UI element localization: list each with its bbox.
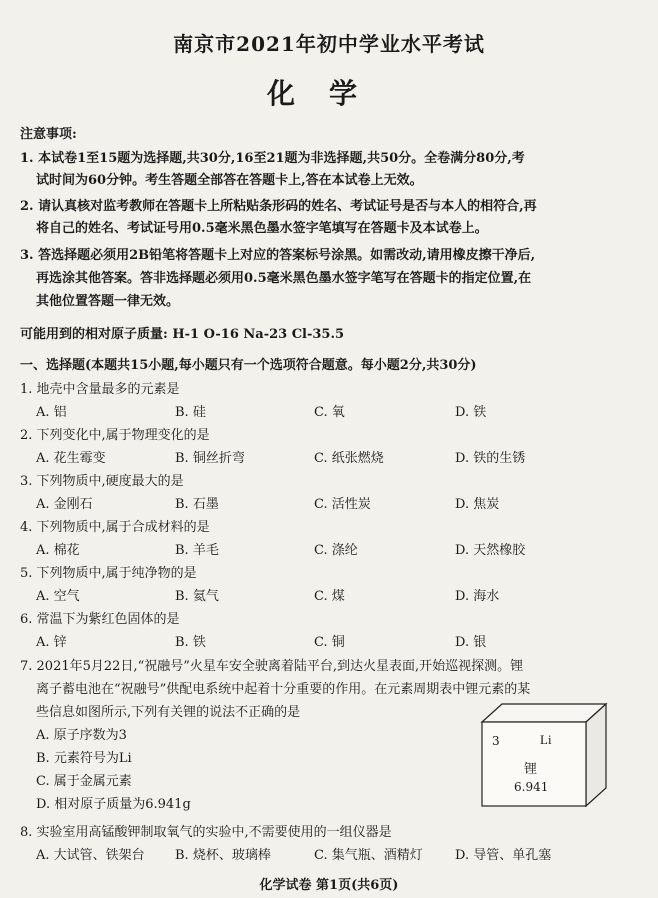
atomic-mass: 6.941 [514,780,549,794]
question-5-option-b: B. 氦气 [175,589,219,604]
question-6-option-d: D. 银 [455,635,487,650]
notice-3-line-2: 再选涂其他答案。答非选择题必须用0.5毫米黑色墨水签字笔写在答题卡的指定位置,在 [36,271,532,286]
subject-title: 化学 [266,77,391,110]
notice-2-line-2: 将自己的姓名、考试证号用0.5毫米黑色墨水签字笔填写在答题卡及本试卷上。 [36,221,488,236]
question-5-option-c: C. 煤 [314,589,345,604]
question-2-option-c: C. 纸张燃烧 [314,451,384,466]
notice-3-line-1: 3. 答选择题必须用2B铅笔将答题卡上对应的答案标号涂黑。如需改动,请用橡皮擦干净后, [20,248,536,263]
question-3-option-d: D. 焦炭 [455,497,500,512]
question-6-option-c: C. 铜 [314,635,345,650]
question-3-option-c: C. 活性炭 [314,497,371,512]
question-2-stem: 2. 下列变化中,属于物理变化的是 [20,428,210,443]
atomic-number: 3 [492,734,500,748]
question-6-option-a: A. 锌 [36,635,67,650]
question-7-option-b: B. 元素符号为Li [36,751,132,766]
question-2-option-d: D. 铁的生锈 [455,451,526,466]
exam-title: 南京市2021年初中学业水平考试 [173,32,485,56]
question-5-option-a: A. 空气 [36,589,80,604]
notice-3-line-3: 其他位置答题一律无效。 [36,294,180,309]
question-7-line-2: 离子蓄电池在“祝融号”供配电系统中起着十分重要的作用。在元素周期表中锂元素的某 [36,682,531,697]
notice-1-line-2: 试时间为60分钟。考生答题全部答在答题卡上,答在本试卷上无效。 [36,173,423,188]
question-6-stem: 6. 常温下为紫红色固体的是 [20,612,180,627]
question-8-option-b: B. 烧杯、玻璃棒 [175,848,271,863]
lithium-element-cell [480,700,610,810]
bleed-through [400,34,410,49]
question-4-option-d: D. 天然橡胶 [455,543,526,558]
question-3-option-b: B. 石墨 [175,497,219,512]
notice-heading: 注意事项: [20,127,77,142]
question-8-option-d: D. 导管、单孔塞 [455,848,552,863]
question-5-option-d: D. 海水 [455,589,500,604]
question-3-option-a: A. 金刚石 [36,497,93,512]
question-4-option-b: B. 羊毛 [175,543,219,558]
question-4-stem: 4. 下列物质中,属于合成材料的是 [20,520,210,535]
notice-1-line-1: 1. 本试卷1至15题为选择题,共30分,16至21题为非选择题,共50分。全卷满分80分,考 [20,151,525,166]
question-3-stem: 3. 下列物质中,硬度最大的是 [20,474,184,489]
section-1-heading: 一、选择题(本题共15小题,每小题只有一个选项符合题意。每小题2分,共30分) [20,358,477,373]
question-8-option-c: C. 集气瓶、酒精灯 [314,848,423,863]
question-2-option-a: A. 花生霉变 [36,451,106,466]
question-7-option-a: A. 原子序数为3 [36,728,127,743]
question-4-option-a: A. 棉花 [36,543,80,558]
question-1-option-a: A. 铝 [36,405,67,420]
question-7-option-d: D. 相对原子质量为6.941g [36,797,191,812]
element-name: 锂 [524,762,538,777]
question-5-stem: 5. 下列物质中,属于纯净物的是 [20,566,197,581]
question-8-option-a: A. 大试管、铁架台 [36,848,145,863]
question-1-stem: 1. 地壳中含量最多的元素是 [20,382,180,397]
question-7-option-c: C. 属于金属元素 [36,774,132,789]
question-7-line-1: 7. 2021年5月22日,“祝融号”火星车安全驶离着陆平台,到达火星表面,开始巡视探测。锂 [20,659,524,674]
question-1-option-c: C. 氧 [314,405,345,420]
notice-2-line-1: 2. 请认真核对监考教师在答题卡上所粘贴条形码的姓名、考试证号是否与本人的相符合,再 [20,199,537,214]
question-7-line-3: 些信息如图所示,下列有关锂的说法不正确的是 [36,705,301,720]
atomic-masses: 可能用到的相对原子质量: H-1 O-16 Na-23 Cl-35.5 [20,327,345,342]
question-6-option-b: B. 铁 [175,635,206,650]
question-1-option-b: B. 硅 [175,405,206,420]
question-2-option-b: B. 铜丝折弯 [175,451,245,466]
page-footer: 化学试卷 第1页(共6页) [259,878,399,893]
question-1-option-d: D. 铁 [455,405,487,420]
question-8-stem: 8. 实验室用高锰酸钾制取氧气的实验中,不需要使用的一组仪器是 [20,825,392,840]
element-symbol: Li [540,732,552,747]
question-4-option-c: C. 涤纶 [314,543,358,558]
